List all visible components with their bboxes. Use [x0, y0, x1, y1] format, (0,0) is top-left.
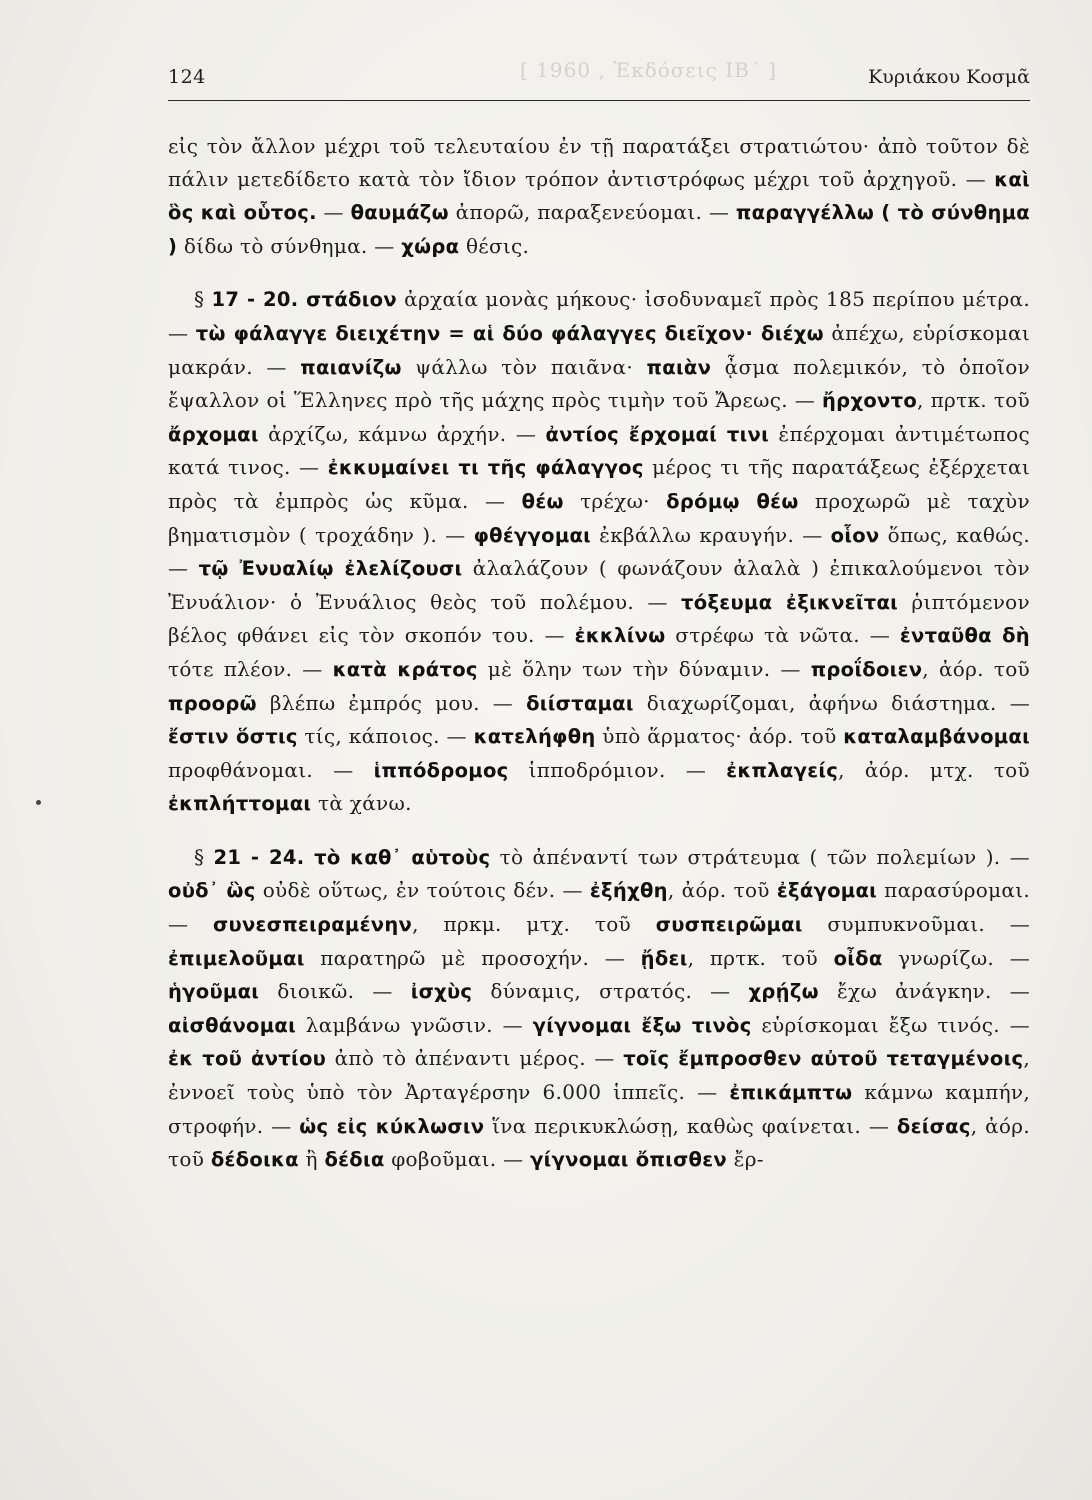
headword: ἤρχοντο [822, 389, 918, 413]
gloss-text: ἀρχίζω, κάμνω ἀρχήν. — [258, 421, 546, 446]
headword: καταλαμβάνομαι [843, 725, 1031, 749]
gloss-text: προφθάνομαι. — [168, 757, 374, 782]
headword: συσπειρῶμαι [655, 913, 803, 937]
gloss-text: τὰ χάνω. [311, 791, 412, 816]
gloss-text: παρατηρῶ μὲ προσοχήν. — [304, 945, 641, 970]
headword: παιανίζω [300, 355, 402, 379]
gloss-text: , ἀόρ. μτχ. τοῦ [838, 757, 1030, 782]
gloss-text: ἀλαλάζουν ( φωνάζουν ἀλαλὰ ) ἐπικαλούμενοι τὸν Ἐνυάλιον· ὁ Ἐνυάλιος θεὸς τοῦ πολέμου. — [168, 556, 1030, 614]
headword: ἐκκλίνω [574, 624, 666, 648]
commentary-text [168, 130, 1030, 1177]
gloss-text: τὸ ἀπέναντί των στράτευμα ( τῶν πολεμίων ). — [490, 844, 1030, 869]
gloss-text: οὐδὲ οὕτως, ἐν τούτοις δέν. — [255, 878, 590, 903]
headword: ἐνταῦθα δὴ [899, 624, 1030, 648]
gloss-text: ἐκβάλλω κραυγήν. — [591, 522, 831, 547]
gloss-text: ἐπέρχομαι ἀντιμέτωπος κατά τινος. — [168, 421, 1030, 480]
gloss-text: λαμβάνω γνῶσιν. — [296, 1012, 533, 1037]
headword: τὼ φάλαγγε διειχέτην = αἱ δύο φάλαγγες διεῖχον· διέχω [195, 321, 824, 345]
gloss-text: ἀπορῶ, παραξενεύομαι. — [448, 200, 736, 225]
gloss-text: ἔρ- [727, 1147, 764, 1172]
gloss-text: διοικῶ. — [259, 979, 411, 1004]
gloss-text: , πρτκ. τοῦ [917, 388, 1031, 413]
headword: γίγνομαι ἔξω τινὸς [532, 1013, 752, 1037]
paragraph-continuation [168, 130, 1030, 263]
headword: τῷ Ἐνυαλίῳ ἐλελίζουσι [198, 557, 463, 581]
gloss-text: εὑρίσκομαι ἔξω τινός. — [751, 1012, 1030, 1037]
headword: θέω [521, 489, 564, 513]
headword: οἷον [830, 523, 880, 547]
gloss-text: μέρος τι τῆς παρατάξεως ἐξέρχεται πρὸς τὰ ἐμπρὸς ὡς κῦμα. — [168, 455, 1031, 513]
headword: καὶ ὃς καὶ οὗτος. [168, 167, 1030, 225]
gloss-text: τότε πλέον. — [168, 656, 333, 681]
headword: τοῖς ἔμπροσθεν αὐτοῦ τεταγμένοις [623, 1047, 1024, 1071]
gloss-text: , ἀόρ. τοῦ [922, 656, 1031, 681]
gloss-text: , πρκμ. μτχ. τοῦ [412, 912, 656, 937]
headword: αἰσθάνομαι [168, 1013, 296, 1037]
gloss-text: , πρτκ. τοῦ [687, 945, 834, 970]
headword: φθέγγομαι [473, 523, 592, 547]
headword: παραγγέλλω ( τὸ σύνθημα ) [168, 201, 1031, 258]
headword: ᾔδει [640, 946, 688, 970]
gloss-text: ἱπποδρόμιον. — [508, 757, 727, 782]
gloss-text: εἰς τὸν ἄλλον μέχρι τοῦ τελευταίου ἐν τῇ παρατάξει στρατιώτου· ἀπὸ τοῦτον δὲ πάλιν μετεδίδετο κατὰ τὸν ἴδιον τρόπον ἀντιστρόφως μέχρι τοῦ ἀρχηγοῦ. — [168, 134, 1030, 191]
headword: κατὰ κράτος [332, 657, 478, 681]
margin-dot [36, 800, 41, 805]
headword: ἱππόδρομος [373, 758, 509, 782]
headword: διίσταμαι [526, 691, 634, 715]
headword: δείσας [896, 1114, 971, 1138]
gloss-text: κάμνω καμπήν, στροφήν. — [168, 1080, 1030, 1138]
gloss-text: θέσις. [459, 233, 530, 258]
gloss-text: τρέχω· [563, 488, 667, 513]
gloss-text: προχωρῶ μὲ ταχὺν βηματισμὸν ( τροχάδην ). — [168, 488, 1030, 547]
headword: ἐξήχθη [589, 879, 668, 903]
headword: συνεσπειραμένην [213, 913, 413, 937]
headword: 17 - 20. στάδιον [211, 288, 397, 312]
headword: προΐδοιεν [810, 657, 923, 681]
headword: ὡς εἰς κύκλωσιν [299, 1114, 485, 1138]
headword: ἐπιμελοῦμαι [168, 946, 305, 970]
headword: ἐκπλαγείς [726, 758, 839, 782]
gloss-text: , ἐννοεῖ τοὺς ὑπὸ τὸν Ἀρταγέρσην 6.000 ἱππεῖς. — [168, 1046, 1030, 1105]
gloss-text: ἀπέχω, εὑρίσκομαι μακράν. — [168, 320, 1031, 379]
gloss-text: ἀρχαία μονὰς μήκους· ἰσοδυναμεῖ πρὸς 185 περίπου μέτρα. — [168, 287, 1030, 345]
page-header [168, 66, 1030, 101]
headword: ἐξάγομαι [776, 879, 878, 903]
gloss-text: ἢ [298, 1147, 325, 1172]
headword: ἄρχομαι [168, 422, 259, 446]
headword: τόξευμα ἐξικνεῖται [681, 590, 899, 614]
gloss-text: ἵνα περικυκλώσῃ, καθὼς φαίνεται. — [484, 1113, 897, 1138]
gloss-text: , ἀόρ. τοῦ [168, 1113, 1030, 1172]
headword: χρῄζω [748, 980, 819, 1004]
gloss-text: δύναμις, στρατός. — [472, 979, 749, 1004]
gloss-text: φοβοῦμαι. — [384, 1147, 531, 1172]
gloss-text: βλέπω ἐμπρός μου. — [256, 690, 527, 715]
gloss-text: διαχωρίζομαι, ἀφήνω διάστημα. — [633, 690, 1031, 715]
gloss-text: γνωρίζω. — [882, 945, 1030, 970]
gloss-text: ψάλλω τὸν παιᾶνα· [401, 354, 647, 379]
gloss-text: , ἀόρ. τοῦ [667, 878, 777, 903]
gloss-text: ὅπως, καθώς. — [168, 522, 1030, 581]
gloss-text: ᾆσμα πολεμικόν, τὸ ὁποῖον ἔψαλλον οἱ Ἕλληνες πρὸ τῆς μάχης πρὸς τιμὴν τοῦ Ἄρεως. — [168, 354, 1031, 413]
gloss-text: συμπυκνοῦμαι. — [802, 912, 1031, 937]
headword: κατελήφθη [473, 725, 596, 749]
paragraph-section-17-20 [168, 283, 1030, 821]
headword: ἀντίος ἔρχομαί τινι [545, 422, 770, 446]
headword: χώρα [401, 234, 460, 258]
gloss-text: ῥιπτόμενον βέλος φθάνει εἰς τὸν σκοπόν του. — [168, 589, 1030, 648]
headword: ἡγοῦμαι [168, 980, 260, 1004]
gloss-text: ἔχω ἀνάγκην. — [818, 979, 1030, 1004]
running-head: Κυριάκου Κοσμᾶ [868, 66, 1030, 88]
gloss-text: ἀπὸ τὸ ἀπέναντι μέρος. — [326, 1046, 624, 1071]
headword: θαυμάζω [350, 201, 449, 225]
gloss-text: μὲ ὅλην των τὴν δύναμιν. — [477, 656, 811, 681]
headword: προορῶ [168, 691, 257, 715]
gloss-text: τίς, κάποιος. — [297, 724, 474, 749]
headword: γίγνομαι ὄπισθεν [530, 1148, 727, 1172]
headword: ἐπικάμπτω [729, 1081, 853, 1105]
gloss-text: — [316, 200, 351, 225]
paragraph-section-21-24 [168, 841, 1030, 1177]
headword: ἐκκυμαίνει τι τῆς φάλαγγος [327, 456, 644, 480]
gloss-text: § [194, 844, 214, 869]
headword: δέδια [324, 1148, 385, 1172]
headword: ἰσχὺς [410, 980, 473, 1004]
headword: 21 - 24. τὸ καθ᾽ αὑτοὺς [213, 845, 491, 869]
headword: ἔστιν ὅστις [168, 725, 298, 749]
headword: δρόμῳ θέω [666, 489, 799, 513]
headword: παιὰν [646, 355, 712, 379]
gloss-text: ὑπὸ ἅρματος· ἀόρ. τοῦ [595, 724, 844, 749]
gloss-text: δίδω τὸ σύνθημα. — [177, 233, 402, 258]
headword: ἐκ τοῦ ἀντίου [168, 1047, 327, 1071]
page-number: 124 [168, 66, 206, 88]
headword: ἐκπλήττομαι [168, 792, 312, 816]
headword: οὐδ᾽ ὣς [168, 879, 256, 903]
gloss-text: § [194, 287, 212, 312]
headword: οἶδα [833, 946, 883, 970]
gloss-text: στρέφω τὰ νῶτα. — [665, 623, 900, 648]
headword: δέδοικα [210, 1148, 299, 1172]
bleed-through-text: [ 1960 , Ἐκδόσεις ΙΒ΄ ] [520, 58, 777, 82]
gloss-text: παρασύρομαι. — [168, 878, 1031, 937]
